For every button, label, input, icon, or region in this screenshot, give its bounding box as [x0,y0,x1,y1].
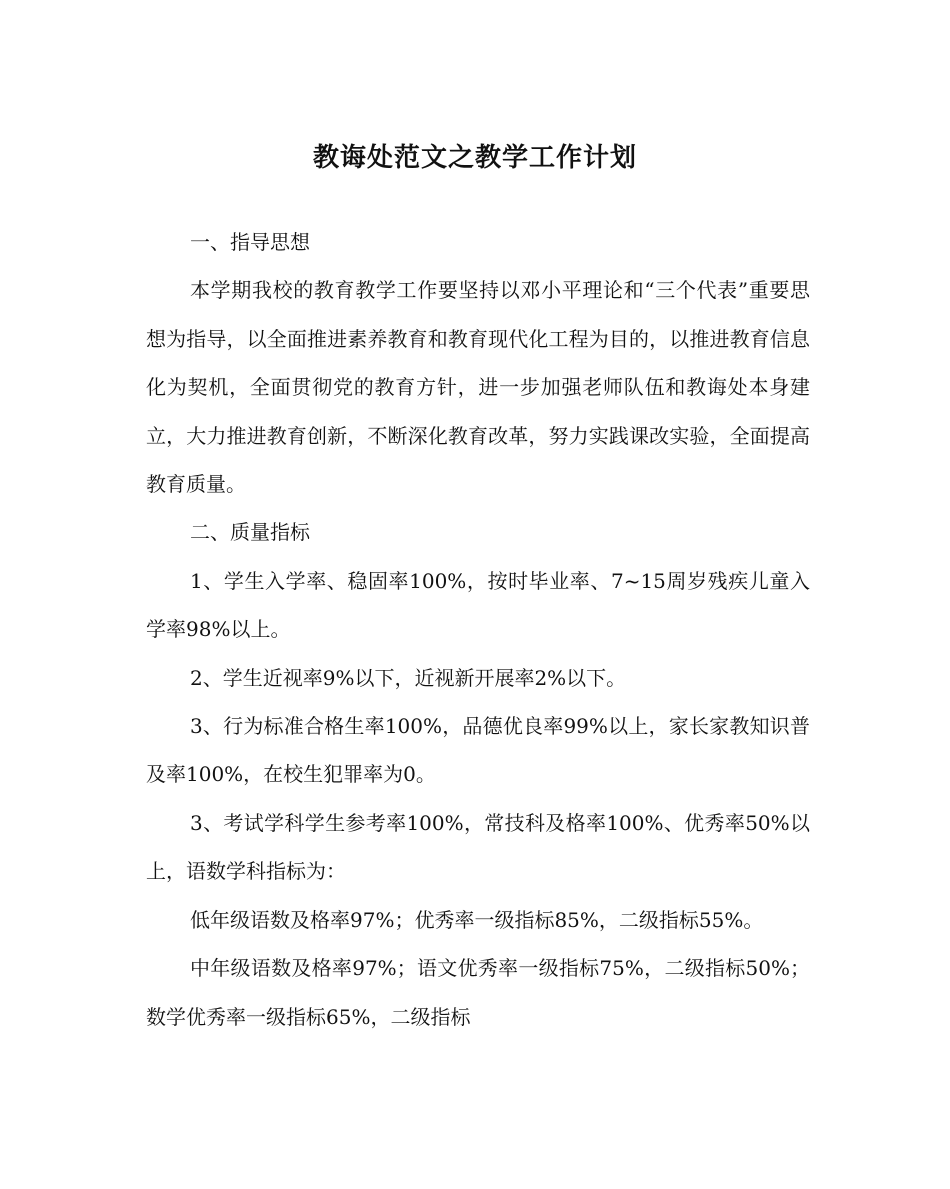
document-title: 教诲处范文之教学工作计划 [312,143,637,173]
section-heading-quality-indicators: 二、质量指标 [190,520,310,545]
paragraph-lower-grade: 低年级语数及格率97%；优秀率一级指标85%，二级指标55%。 [190,907,764,932]
paragraph-behavior-standard: 3、行为标准合格生率100%，品德优良率99%以上，家长家教知识普及率100%，在校生犯罪率为0。 [146,714,810,787]
paragraph-myopia-rate: 2、学生近视率9%以下，近视新开展率2%以下。 [190,665,627,690]
paragraph-exam-subjects: 3、考试学科学生参考率100%，常技科及格率100%、优秀率50%以上，语数学科指标为： [146,810,810,884]
section-heading-guiding-ideology: 一、指导思想 [190,230,310,254]
paragraph-guiding-ideology: 本学期我校的教育教学工作要坚持以邓小平理论和“三个代表”重要思想为指导，以全面推进素养教育和教育现代化工程为目的，以推进教育信息化为契机，全面贯彻党的教育方针，进一步加强老师队伍和教诲处本身建立，大力推进教育创新，不断深化教育改革，努力实践课改实验，全面提高教育质量。 [146,278,810,497]
paragraph-enrollment-rate: 1、学生入学率、稳固率100%，按时毕业率、7~15周岁残疾儿童入学率98%以上。 [146,568,810,642]
document-body [146,218,810,1041]
paragraph-middle-grade: 中年级语数及格率97%；语文优秀率一级指标75%，二级指标50%；数学优秀率一级指标65%，二级指标 [146,956,810,1029]
